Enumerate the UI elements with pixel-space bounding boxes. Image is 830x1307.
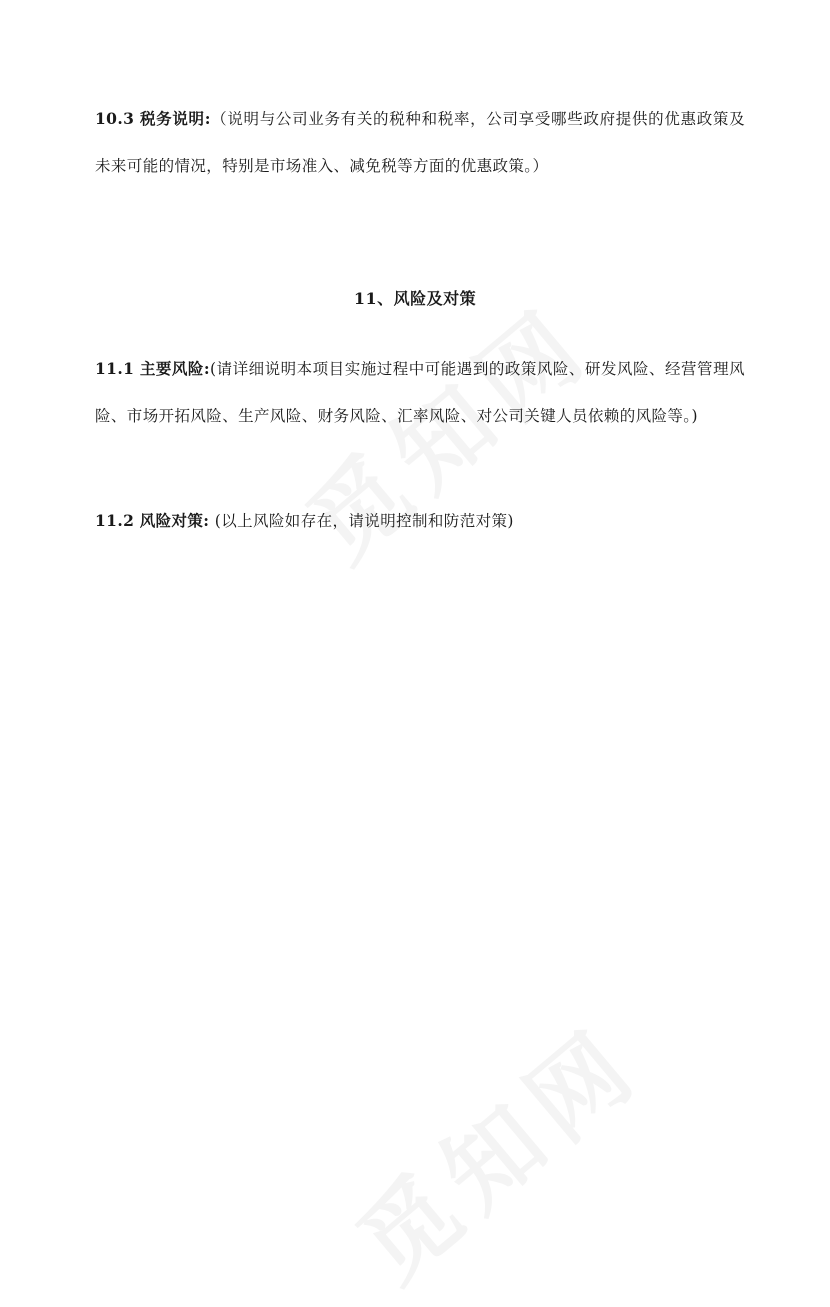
watermark — [325, 990, 666, 1307]
section-text: (以上风险如存在，请说明控制和防范对策) — [214, 512, 514, 530]
section-number: 10.3 — [95, 109, 135, 128]
section-number: 11.1 — [95, 359, 135, 378]
section-text: (请详细说明本项目实施过程中可能遇到的政策风险、研发风险、经营管理风险、市场开拓风险、生产风险、财务风险、汇率风险、对公司关键人员依赖的风险等。) — [95, 360, 745, 425]
section-label: 主要风险: — [139, 359, 210, 378]
section-number: 11.2 — [95, 511, 135, 530]
section-11-2-paragraph — [95, 497, 745, 545]
section-label: 税务说明: — [139, 109, 211, 128]
section-heading: 11、风险及对策 — [353, 289, 477, 308]
section-11-1-paragraph — [95, 345, 745, 440]
section-10-3-paragraph — [95, 95, 745, 190]
section-text: （说明与公司业务有关的税种和税率，公司享受哪些政府提供的优惠政策及未来可能的情况，特别是市场准入、减免税等方面的优惠政策。） — [95, 110, 746, 175]
section-label: 风险对策: — [139, 511, 210, 530]
